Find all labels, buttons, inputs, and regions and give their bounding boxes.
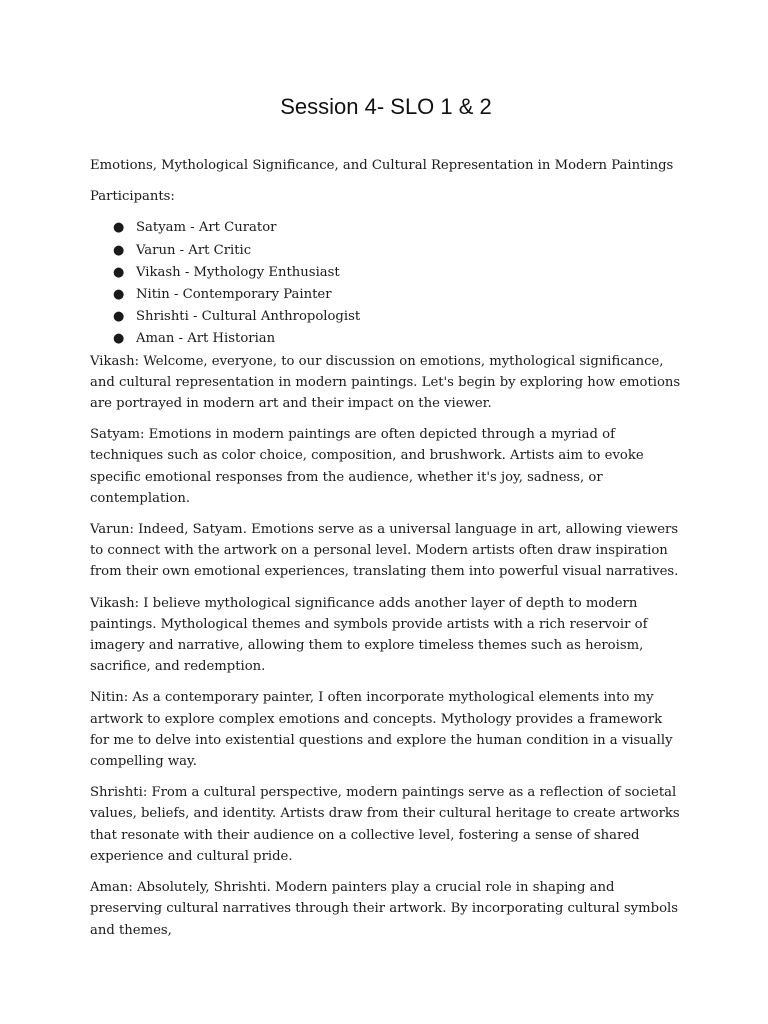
participants-list: [90, 217, 682, 350]
participant-name: Satyam - Art Curator: [136, 220, 277, 236]
bullet-icon: ●: [113, 331, 125, 347]
participant-item: [113, 217, 682, 239]
participant-item: [113, 240, 682, 262]
participant-item: [113, 262, 682, 284]
participant-item: [113, 306, 682, 328]
participant-name: Vikash - Mythology Enthusiast: [136, 264, 340, 280]
dialogue-paragraph: Aman: Absolutely, Shrishti. Modern painters play a crucial role in shaping and preserving cultural narratives through their artwork. By incorporating cultural symbols and themes,: [90, 880, 679, 938]
dialogue-paragraph: Nitin: As a contemporary painter, I often incorporate mythological elements into my artwork to explore complex emotions and concepts. Mythology provides a framework for me to delve into existential questions and explore the human condition in a visually compelling way.: [90, 690, 673, 770]
bullet-icon: ●: [113, 309, 125, 325]
participant-name: Varun - Art Critic: [136, 242, 252, 258]
page-title: Session 4- SLO 1 & 2: [280, 94, 492, 119]
document-subtitle: Emotions, Mythological Significance, and Cultural Representation in Modern Paintings: [90, 158, 674, 173]
participants-label: Participants:: [90, 189, 175, 205]
participant-item: [113, 328, 682, 350]
dialogue-paragraph: Satyam: Emotions in modern paintings are often depicted through a myriad of techniques such as color choice, composition, and brushwork. Artists aim to evoke specific emotional responses from the audience, whether it's joy, sadness, or contemplation.: [90, 427, 644, 506]
bullet-icon: ●: [113, 287, 125, 303]
dialogue-paragraph: Varun: Indeed, Satyam. Emotions serve as a universal language in art, allowing viewers to connect with the artwork on a personal level. Modern artists often draw inspiration from their own emotional experiences, translating them into powerful visual narratives.: [90, 522, 679, 580]
dialogue-paragraph: Vikash: Welcome, everyone, to our discussion on emotions, mythological significance, and cultural representation in modern paintings. Let's begin by exploring how emotions are portrayed in modern art and their impact on the viewer.: [90, 353, 681, 412]
participant-item: [113, 284, 682, 306]
bullet-icon: ●: [113, 242, 125, 258]
bullet-icon: ●: [113, 220, 125, 236]
dialogue-paragraph: Shrishti: From a cultural perspective, modern paintings serve as a reflection of societal values, beliefs, and identity. Artists draw from their cultural heritage to create artworks that resonate with their audience on a collective level, fostering a sense of shared experience and cultural pride.: [90, 785, 680, 864]
participant-name: Nitin - Contemporary Painter: [136, 287, 332, 303]
bullet-icon: ●: [113, 264, 125, 280]
dialogue-paragraph: Vikash: I believe mythological significance adds another layer of depth to modern paintings. Mythological themes and symbols provide artists with a rich reservoir of imagery and narrative, allowing them to explore timeless themes such as heroism, sacrifice, and redemption.: [90, 595, 648, 675]
participant-name: Aman - Art Historian: [136, 331, 276, 347]
participant-name: Shrishti - Cultural Anthropologist: [136, 309, 361, 325]
